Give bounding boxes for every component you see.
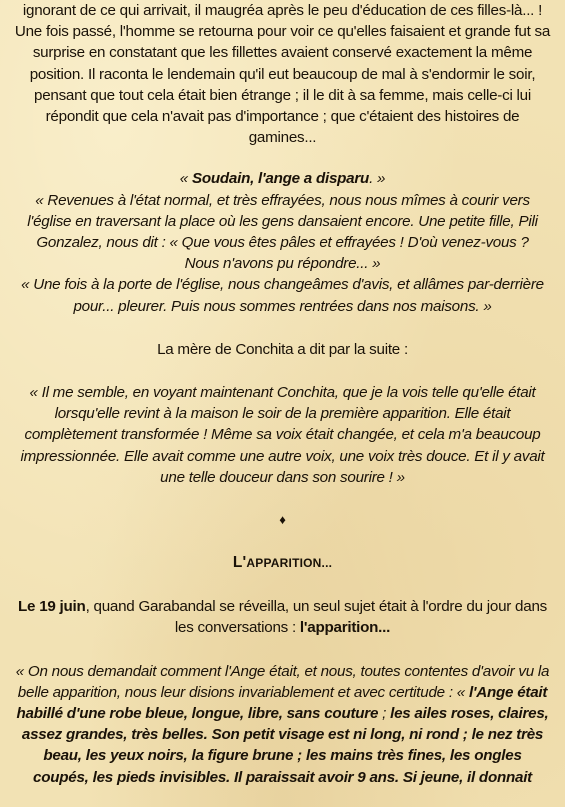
text-line: coupés, les pieds invisibles. Il paraissait avoir 9 ans. Si jeune, il donnait: [33, 768, 532, 786]
text-line: belle apparition, nous leur disions invariablement et avec certitude : « l'Ange était: [17, 683, 548, 701]
text-line: pensant que tout cela était bien étrange ; il le dit à sa femme, mais celle-ci lui: [34, 86, 531, 104]
text-line: « Une fois à la porte de l'église, nous changeâmes d'avis, et allâmes par-derrière: [21, 276, 544, 294]
section-heading: L'APPARITION...: [232, 554, 333, 572]
text-line: beau, les yeux noirs, la figure brune ; les mains très fines, les ongles: [43, 747, 522, 765]
text-line: ignorant de ce qui arrivait, il maugréa après le peu d'éducation de ces filles-là... !: [22, 2, 543, 19]
text-line: assez grandes, très belles. Son petit visage est ni long, ni rond ; le nez très: [21, 726, 544, 744]
text-line: Nous n'avons pu répondre... »: [184, 255, 381, 273]
text-line: surprise en constatant que les fillettes avaient conservé exactement la même: [32, 44, 533, 62]
text-line: Gonzalez, nous dit : « Que vous êtes pâles et effrayées ! D'où venez-vous ?: [36, 234, 529, 252]
text-line: habillé d'une robe bleue, longue, libre, sans couture ; les ailes roses, claires,: [16, 705, 549, 723]
text-line: Le 19 juin, quand Garabandal se réveilla, un seul sujet était à l'ordre du jour dans: [18, 598, 547, 616]
text-line: « On nous demandait comment l'Ange était, et nous, toutes contentes d'avoir vu la: [15, 662, 550, 680]
mother-intro: La mère de Conchita a dit par la suite :: [157, 340, 408, 358]
paragraph-june-19: [4, 596, 561, 638]
quote-children-account: [4, 190, 561, 317]
text-line: impressionnée. Elle avait comme une autre voix, une voix très douce. Et il y avait: [20, 447, 545, 465]
text-line: pour... pleurer. Puis nous sommes rentrées dans nos maisons. »: [73, 297, 492, 315]
text-line: position. Il raconta le lendemain qu'il eut beaucoup de mal à s'endormir le soir,: [29, 65, 536, 83]
text-line: complètement transformée ! Même sa voix était changée, et cela m'a beaucoup: [24, 426, 541, 444]
quote-mother: [4, 382, 561, 488]
paragraph-story-end: [4, 0, 561, 148]
text-line: une telle douceur dans son sourire ! »: [160, 468, 405, 486]
text-line: Une fois passé, l'homme se retourna pour voir ce qu'elles faisaient et grande fut sa: [14, 23, 551, 41]
text-line: « Il me semble, en voyant maintenant Conchita, que je la vois telle qu'elle était: [29, 384, 536, 402]
quote-angel-disappeared: « Soudain, l'ange a disparu. »: [179, 170, 386, 188]
text-line: « Revenues à l'état normal, et très effrayées, nous nous mîmes à courir vers: [35, 191, 530, 209]
quote-angel-description: [4, 661, 561, 788]
text-line: les conversations : l'apparition...: [174, 619, 391, 637]
text-line: l'église en traversant la place où les gens dansaient encore. Une petite fille, Pili: [27, 212, 538, 230]
text-line: gamines...: [248, 129, 317, 147]
text-line: répondit que cela n'avait pas d'importance ; que c'étaient des histoires de: [45, 108, 520, 126]
text-line: lorsqu'elle revint à la maison le soir de la première apparition. Elle était: [54, 405, 511, 423]
diamond-ornament-icon: ♦: [279, 512, 286, 528]
